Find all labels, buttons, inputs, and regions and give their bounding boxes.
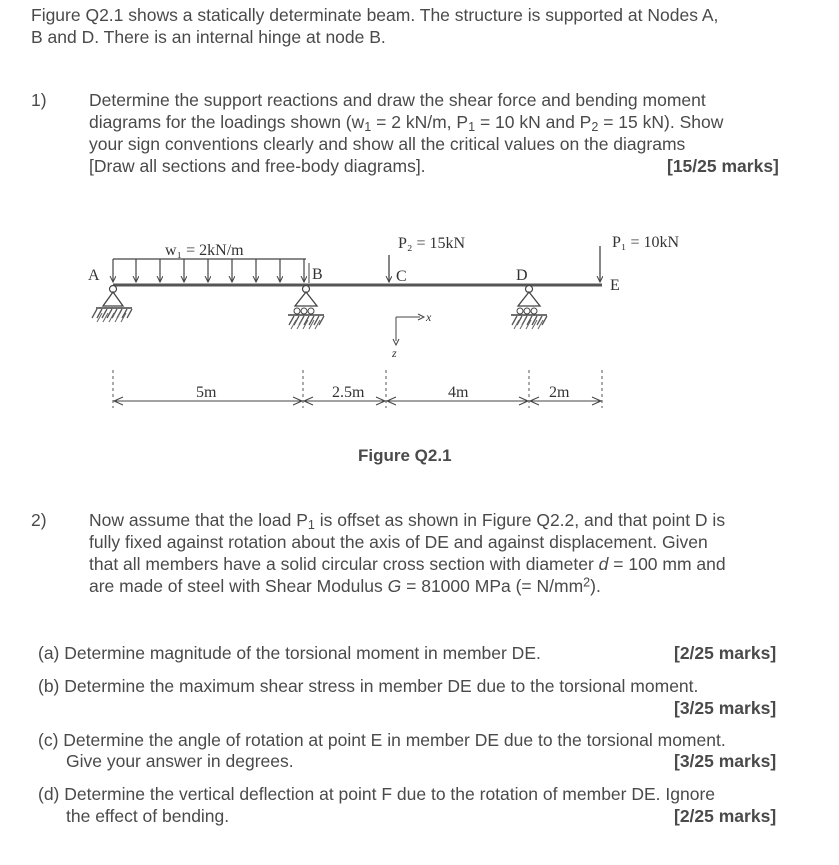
- part-c-text-1: (c) Determine the angle of rotation at point E in member DE due to the torsional moment.: [38, 730, 726, 750]
- dim-bc-label: 2.5m: [332, 384, 365, 401]
- node-b-label: B: [312, 266, 323, 283]
- intro-line-2: B and D. There is an internal hinge at node B.: [31, 27, 386, 47]
- q1-line-1: Determine the support reactions and draw the shear force and bending moment: [89, 90, 706, 110]
- part-c-text-2: Give your answer in degrees.: [66, 751, 294, 771]
- axis-symbol: [393, 314, 424, 345]
- part-b-text: (b) Determine the maximum shear stress in member DE due to the torsional moment.: [38, 676, 699, 696]
- support-d-roller: [511, 286, 547, 330]
- q1-line-4: [Draw all sections and free-body diagrams].: [89, 156, 426, 176]
- node-a-label: A: [88, 267, 100, 284]
- dim-cd-label: 4m: [448, 384, 469, 401]
- q1-number: 1): [31, 90, 47, 110]
- node-c-label: C: [396, 268, 407, 285]
- figure-caption: Figure Q2.1: [358, 446, 452, 465]
- node-e-label: E: [610, 277, 620, 294]
- q1-marks: [15/25 marks]: [667, 156, 779, 176]
- q2-line-2: fully fixed against rotation about the axis of DE and against displacement. Given: [89, 532, 708, 552]
- q2-line-1: Now assume that the load $P_1$ is offset as shown in Figure Q2.2, and that point D is: [89, 510, 726, 533]
- dim-ab-label: 5m: [196, 384, 217, 401]
- q2-number: 2): [31, 510, 47, 530]
- part-c-marks: [3/25 marks]: [674, 751, 777, 771]
- dim-de-label: 2m: [549, 384, 570, 401]
- part-d-text-2: the effect of bending.: [66, 806, 230, 826]
- load-w1-label: w₁ = 2kN/m: [165, 242, 244, 259]
- part-b-marks: [3/25 marks]: [674, 698, 777, 718]
- part-a-marks: [2/25 marks]: [674, 643, 777, 663]
- q1-line-2: diagrams for the loadings shown ($w_1 = 2$ kN/m, $P_1 = 10$ kN and $P_2 = 15$ kN). Show: [89, 112, 724, 135]
- intro-line-1: Figure Q2.1 shows a statically determinate beam. The structure is supported at Nodes A,: [31, 5, 719, 25]
- part-a-text: (a) Determine magnitude of the torsional moment in member DE.: [38, 643, 541, 663]
- axis-x-label: x: [426, 310, 432, 324]
- q2-line-3: that all members have a solid circular cross section with diameter d = 100 mm and: [89, 554, 726, 574]
- node-d-label: D: [516, 267, 528, 284]
- support-a-pin: [92, 286, 132, 323]
- part-d-marks: [2/25 marks]: [674, 806, 777, 826]
- q2-line-4: are made of steel with Shear Modulus G = 81000 MPa (= $N/mm^2$).: [89, 575, 601, 596]
- axis-z-label: z: [392, 346, 397, 360]
- distributed-load-w1: [113, 259, 306, 282]
- q1-line-3: your sign conventions clearly and show all the critical values on the diagrams: [89, 134, 686, 154]
- part-d-text-1: (d) Determine the vertical deflection at point F due to the rotation of member DE. Ignore: [38, 784, 716, 804]
- support-b-roller: [288, 286, 324, 330]
- beam-figure: [0, 220, 839, 420]
- load-p2-label: P₂ = 15kN: [398, 235, 466, 252]
- load-p1-label: P₁ = 10kN: [612, 234, 680, 251]
